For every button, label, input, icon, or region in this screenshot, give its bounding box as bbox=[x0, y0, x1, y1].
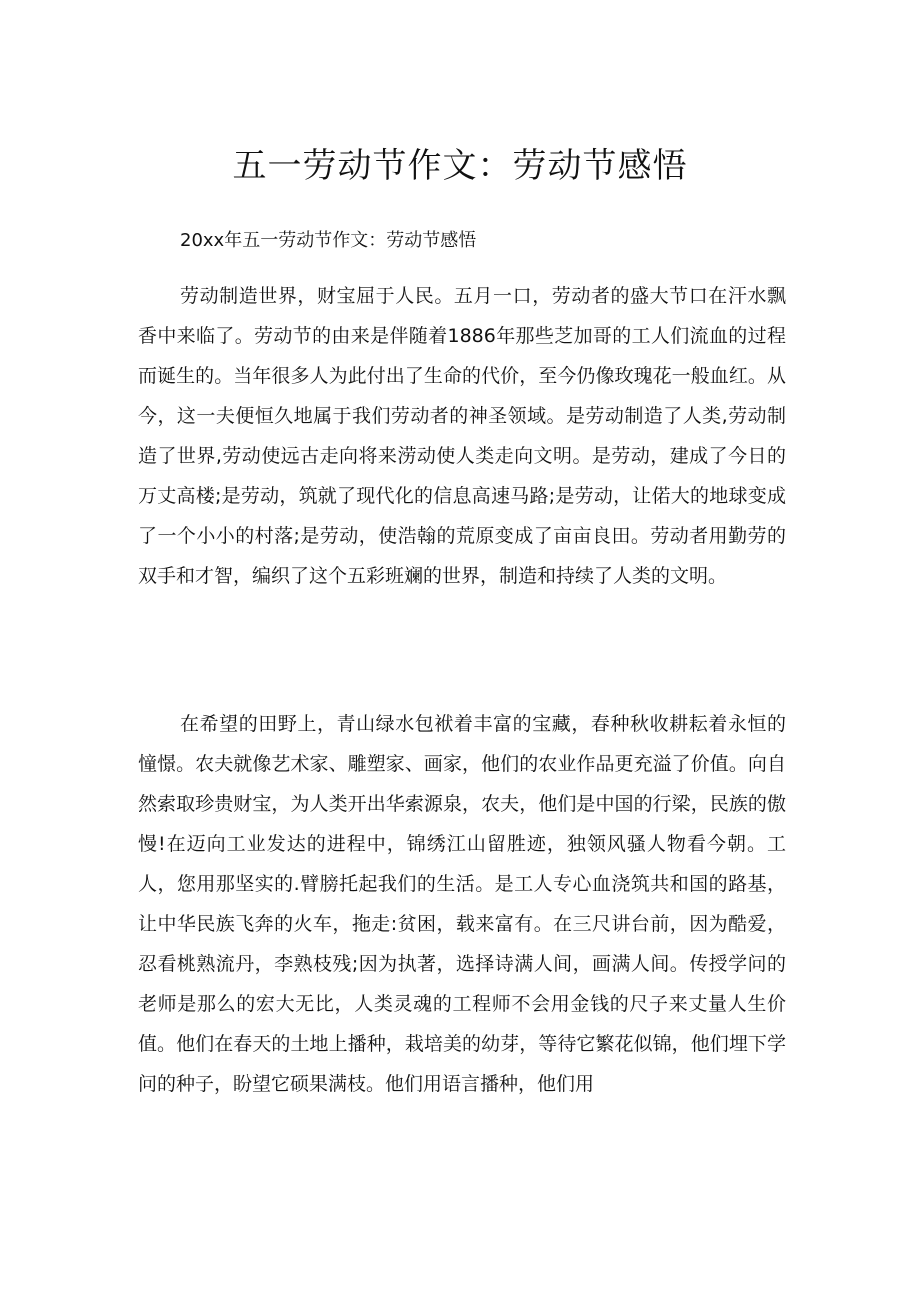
document-subtitle: 20xx年五一劳动节作文：劳动节感悟 bbox=[180, 230, 477, 251]
paragraph-1: 劳动制造世界，财宝屈于人民。五月一口，劳动者的盛大节口在汗水飘香中来临了。劳动节的由来是伴随着1886年那些芝加哥的工人们流血的过程而诞生的。当年很多人为此付出了生命的代价，至今仍像玫瑰花一般血红。从今，这一夫便恒久地属于我们劳动者的神圣领域。是劳动制造了人类,劳动制造了世界,劳动使远古走向将来涝动使人类走向文明。是劳动，建成了今日的万丈高楼;是劳动，筑就了现代化的信息高速马路;是劳动，让偌大的地球变成了一个小小的村落;是劳动，使浩翰的荒原变成了亩亩良田。劳动者用勤劳的双手和才智，编织了这个五彩班斓的世界，制造和持续了人类的文明。 bbox=[138, 285, 786, 587]
paragraph-2: 在希望的田野上，青山绿水包袱着丰富的宝藏，春种秋收耕耘着永恒的憧憬。农夫就像艺术家、雕塑家、画家，他们的农业作品更充溢了价值。向自然索取珍贵财宝，为人类开出华索源泉，农夫，他们是中国的行梁，民族的傲慢!在迈向工业发达的进程中，锦绣江山留胜迹，独领风骚人物看今朝。工人，您用那坚实的.臂膀托起我们的生活。是工人专心血浇筑共和国的路基，让中华民族飞奔的火车，拖走:贫困，载来富有。在三尺讲台前，因为酷爱，忍看桃熟流丹，李熟枝残;因为执著，选择诗满人间，画满人间。传授学问的老师是那么的宏大无比，人类灵魂的工程师不会用金钱的尺子来丈量人生价值。他们在春天的土地上播种，栽培美的幼芽，等待它繁花似锦，他们埋下学问的种子，盼望它硕果满枝。他们用语言播种，他们用 bbox=[138, 713, 786, 1095]
document-title: 五一劳动节作文：劳动节感悟 bbox=[232, 146, 688, 186]
